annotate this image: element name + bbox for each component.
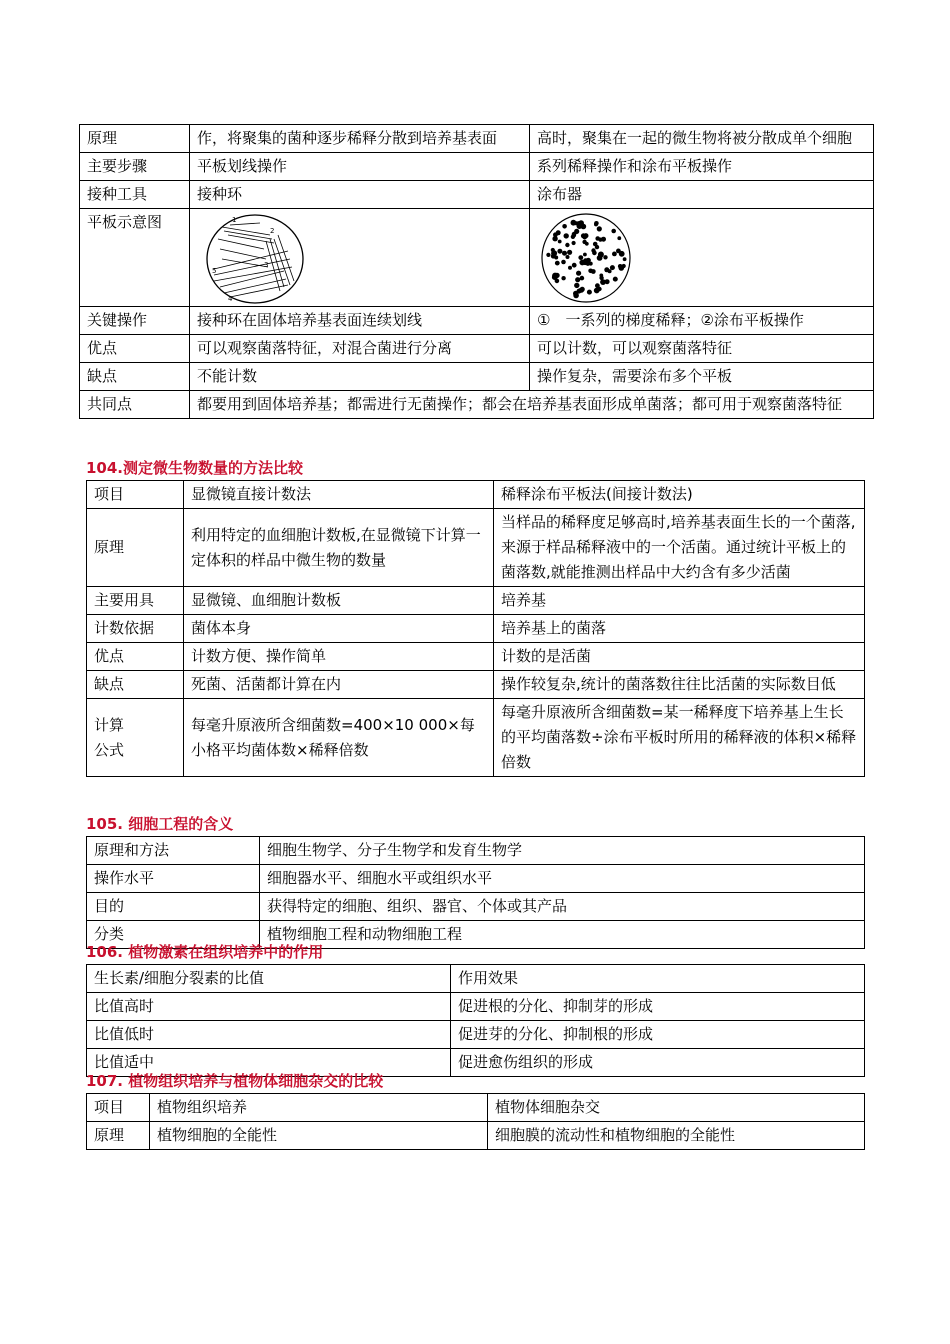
table-cell: 项目: [87, 481, 184, 509]
colony-dot: [599, 274, 603, 278]
table-cell: 关键操作: [80, 307, 190, 335]
colony-dot: [595, 245, 599, 249]
table-cell: 死菌、活菌都计算在内: [184, 671, 494, 699]
colony-dot: [571, 235, 575, 239]
table-row: [87, 643, 865, 671]
table-row: [87, 837, 865, 865]
table-cell: 优点: [80, 335, 190, 363]
table-cell: 比值适中: [87, 1049, 451, 1077]
table-row: [87, 671, 865, 699]
colony-dot: [551, 254, 556, 259]
table-row: [87, 1021, 865, 1049]
table-cell: 原理: [87, 1122, 150, 1150]
table-cell: 细胞生物学、分子生物学和发育生物学: [260, 837, 865, 865]
colony-dot: [622, 264, 626, 268]
table-cell: 显微镜直接计数法: [184, 481, 494, 509]
table-row: [80, 209, 874, 307]
streak-zone-label: 3: [264, 261, 269, 269]
table-row: [87, 865, 865, 893]
colony-dot: [605, 279, 610, 284]
colony-dot: [565, 243, 569, 247]
table-cell: 高时，聚集在一起的微生物将被分散成单个细胞: [530, 125, 874, 153]
table-row: [87, 615, 865, 643]
colony-dot: [619, 251, 625, 257]
colony-dot: [558, 240, 562, 244]
table-cell: 分类: [87, 921, 260, 949]
table-row: [87, 965, 865, 993]
table-cell: 促进根的分化、抑制芽的形成: [451, 993, 865, 1021]
table-cell: 接种工具: [80, 181, 190, 209]
table-cell: 比值低时: [87, 1021, 451, 1049]
colony-dot: [566, 255, 570, 259]
colony-dot: [574, 221, 578, 225]
table-row: [80, 181, 874, 209]
table-cell: 促进愈伤组织的形成: [451, 1049, 865, 1077]
table-cell: 每毫升原液所含细菌数=某一稀释度下培养基上生长的平均菌落数÷涂布平板时所用的稀释液的体积×稀释倍数: [494, 699, 865, 777]
colony-dot: [552, 273, 558, 279]
colony-dot: [582, 240, 586, 244]
table-cell: 计算 公式: [87, 699, 184, 777]
table-cell: 细胞器水平、细胞水平或组织水平: [260, 865, 865, 893]
colony-dot: [613, 277, 618, 282]
table-cell: 平板划线操作: [190, 153, 530, 181]
table-row: [87, 587, 865, 615]
table-cell: 接种环在固体培养基表面连续划线: [190, 307, 530, 335]
streak-zone-label: 5: [212, 267, 217, 275]
table-cell: 植物组织培养: [150, 1094, 488, 1122]
table-cell: 作，将聚集的菌种逐步稀释分散到培养基表面: [190, 125, 530, 153]
cell-engineering-table: [86, 836, 865, 949]
colony-dot: [574, 283, 579, 288]
streak-plate-cell: [190, 209, 530, 307]
spread-plate-cell: [530, 209, 874, 307]
table-row: [87, 1094, 865, 1122]
streak-zone-label: 2: [270, 227, 275, 235]
table-cell: 接种环: [190, 181, 530, 209]
table-cell: 计数依据: [87, 615, 184, 643]
colony-dot: [561, 260, 566, 265]
colony-dot: [583, 253, 587, 257]
colony-dot: [603, 255, 607, 259]
table-row: [87, 1122, 865, 1150]
table-cell: 操作较复杂,统计的菌落数往往比活菌的实际数目低: [494, 671, 865, 699]
table-cell: 都要用到固体培养基；都需进行无菌操作；都会在培养基表面形成单菌落；都可用于观察菌落特征: [190, 391, 874, 419]
table-cell: 比值高时: [87, 993, 451, 1021]
streak-zone-label: 4: [228, 295, 233, 303]
table-cell: 项目: [87, 1094, 150, 1122]
table-cell: 主要步骤: [80, 153, 190, 181]
table-cell: 原理和方法: [87, 837, 260, 865]
streak-zone-label: 1: [232, 216, 237, 224]
colony-dot: [575, 277, 580, 282]
colony-dot: [587, 290, 592, 295]
colony-dot: [598, 252, 604, 258]
table-cell: 获得特定的细胞、组织、器官、个体或其产品: [260, 893, 865, 921]
table-cell: 细胞膜的流动性和植物细胞的全能性: [488, 1122, 865, 1150]
table-cell: 植物细胞的全能性: [150, 1122, 488, 1150]
table-cell: 植物细胞工程和动物细胞工程: [260, 921, 865, 949]
table-cell: 稀释涂布平板法(间接计数法): [494, 481, 865, 509]
colony-dot: [561, 276, 565, 280]
table-row: [87, 699, 865, 777]
colony-dot: [572, 263, 577, 268]
table-cell: 共同点: [80, 391, 190, 419]
colony-dot: [576, 271, 581, 276]
colony-dot: [546, 253, 550, 257]
table-cell: 优点: [87, 643, 184, 671]
table-row: [80, 125, 874, 153]
section-107-title: 107. 植物组织培养与植物体细胞杂交的比较: [86, 1072, 384, 1090]
table-cell: 可以计数，可以观察菌落特征: [530, 335, 874, 363]
colony-dot: [611, 229, 616, 234]
colony-dot: [562, 224, 567, 229]
colony-dot: [564, 233, 569, 238]
colony-dot: [617, 236, 621, 240]
colony-dot: [612, 252, 617, 257]
table-cell: 当样品的稀释度足够高时,培养基表面生长的一个菌落,来源于样品稀释液中的一个活菌。通过统计平板上的菌落数,就能推测出样品中大约含有多少活菌: [494, 509, 865, 587]
colony-dot: [583, 258, 588, 263]
table-cell: 操作复杂，需要涂布多个平板: [530, 363, 874, 391]
table-cell: 原理: [80, 125, 190, 153]
colony-dot: [555, 261, 560, 266]
colony-dot: [556, 230, 561, 235]
colony-dot: [594, 222, 598, 226]
table-cell: 利用特定的血细胞计数板,在显微镜下计算一定体积的样品中微生物的数量: [184, 509, 494, 587]
colony-dot: [601, 237, 606, 242]
colony-dot: [610, 265, 615, 270]
colony-dot: [591, 269, 596, 274]
table-cell: 培养基: [494, 587, 865, 615]
table-cell: 主要用具: [87, 587, 184, 615]
colony-dot: [594, 288, 600, 294]
table-row: [87, 893, 865, 921]
table-cell: 培养基上的菌落: [494, 615, 865, 643]
table-row: [80, 363, 874, 391]
colony-dot: [592, 251, 597, 256]
table-cell: 促进芽的分化、抑制根的形成: [451, 1021, 865, 1049]
colony-dot: [562, 251, 567, 256]
table-cell: 植物体细胞杂交: [488, 1094, 865, 1122]
colony-dot: [578, 220, 584, 226]
table-row: [87, 993, 865, 1021]
table-row: [80, 335, 874, 363]
colony-dot: [574, 229, 579, 234]
colony-dot: [567, 250, 572, 255]
colony-dot: [595, 283, 600, 288]
table-cell: 作用效果: [451, 965, 865, 993]
section-105-title: 105. 细胞工程的含义: [86, 815, 234, 833]
colony-dot: [557, 249, 562, 254]
plant-hormone-table: [86, 964, 865, 1077]
colony-dot: [573, 291, 578, 296]
section-104-title: 104.测定微生物数量的方法比较: [86, 459, 304, 477]
count-methods-table: [86, 480, 865, 777]
table-row: [87, 481, 865, 509]
table-cell: 计数的是活菌: [494, 643, 865, 671]
colony-dot: [572, 241, 576, 245]
colony-dot: [578, 255, 583, 260]
table-cell: 生长素/细胞分裂素的比值: [87, 965, 451, 993]
colony-dot: [551, 248, 555, 252]
colony-dot: [597, 226, 602, 231]
table-row: [80, 153, 874, 181]
table-cell: 操作水平: [87, 865, 260, 893]
table-cell: 每毫升原液所含细菌数=400×10 000×每小格平均菌体数×稀释倍数: [184, 699, 494, 777]
table-cell: 计数方便、操作简单: [184, 643, 494, 671]
section-106-title: 106. 植物激素在组织培养中的作用: [86, 943, 324, 961]
table-cell: ① 一系列的梯度稀释；②涂布平板操作: [530, 307, 874, 335]
colony-dot: [568, 266, 572, 270]
table-cell: 平板示意图: [80, 209, 190, 307]
table-cell: 系列稀释操作和涂布平板操作: [530, 153, 874, 181]
streak-vs-spread-table: [79, 124, 874, 419]
table-cell: 不能计数: [190, 363, 530, 391]
table-cell: 涂布器: [530, 181, 874, 209]
table-row: [80, 391, 874, 419]
table-cell: 缺点: [87, 671, 184, 699]
table-cell: 显微镜、血细胞计数板: [184, 587, 494, 615]
tissue-culture-table: [86, 1093, 865, 1150]
colony-dot: [595, 236, 600, 241]
spread-plate-diagram: [536, 209, 636, 305]
colony-dot: [582, 235, 587, 240]
table-cell: 可以观察菌落特征，对混合菌进行分离: [190, 335, 530, 363]
colony-dot: [580, 276, 585, 281]
streak-plate-diagram: [200, 209, 310, 305]
table-cell: 原理: [87, 509, 184, 587]
colony-dot: [604, 267, 609, 272]
colony-dot: [552, 236, 557, 241]
colony-dot: [623, 257, 627, 261]
table-row: [80, 307, 874, 335]
table-cell: 缺点: [80, 363, 190, 391]
table-row: [87, 509, 865, 587]
table-cell: 菌体本身: [184, 615, 494, 643]
table-cell: 目的: [87, 893, 260, 921]
